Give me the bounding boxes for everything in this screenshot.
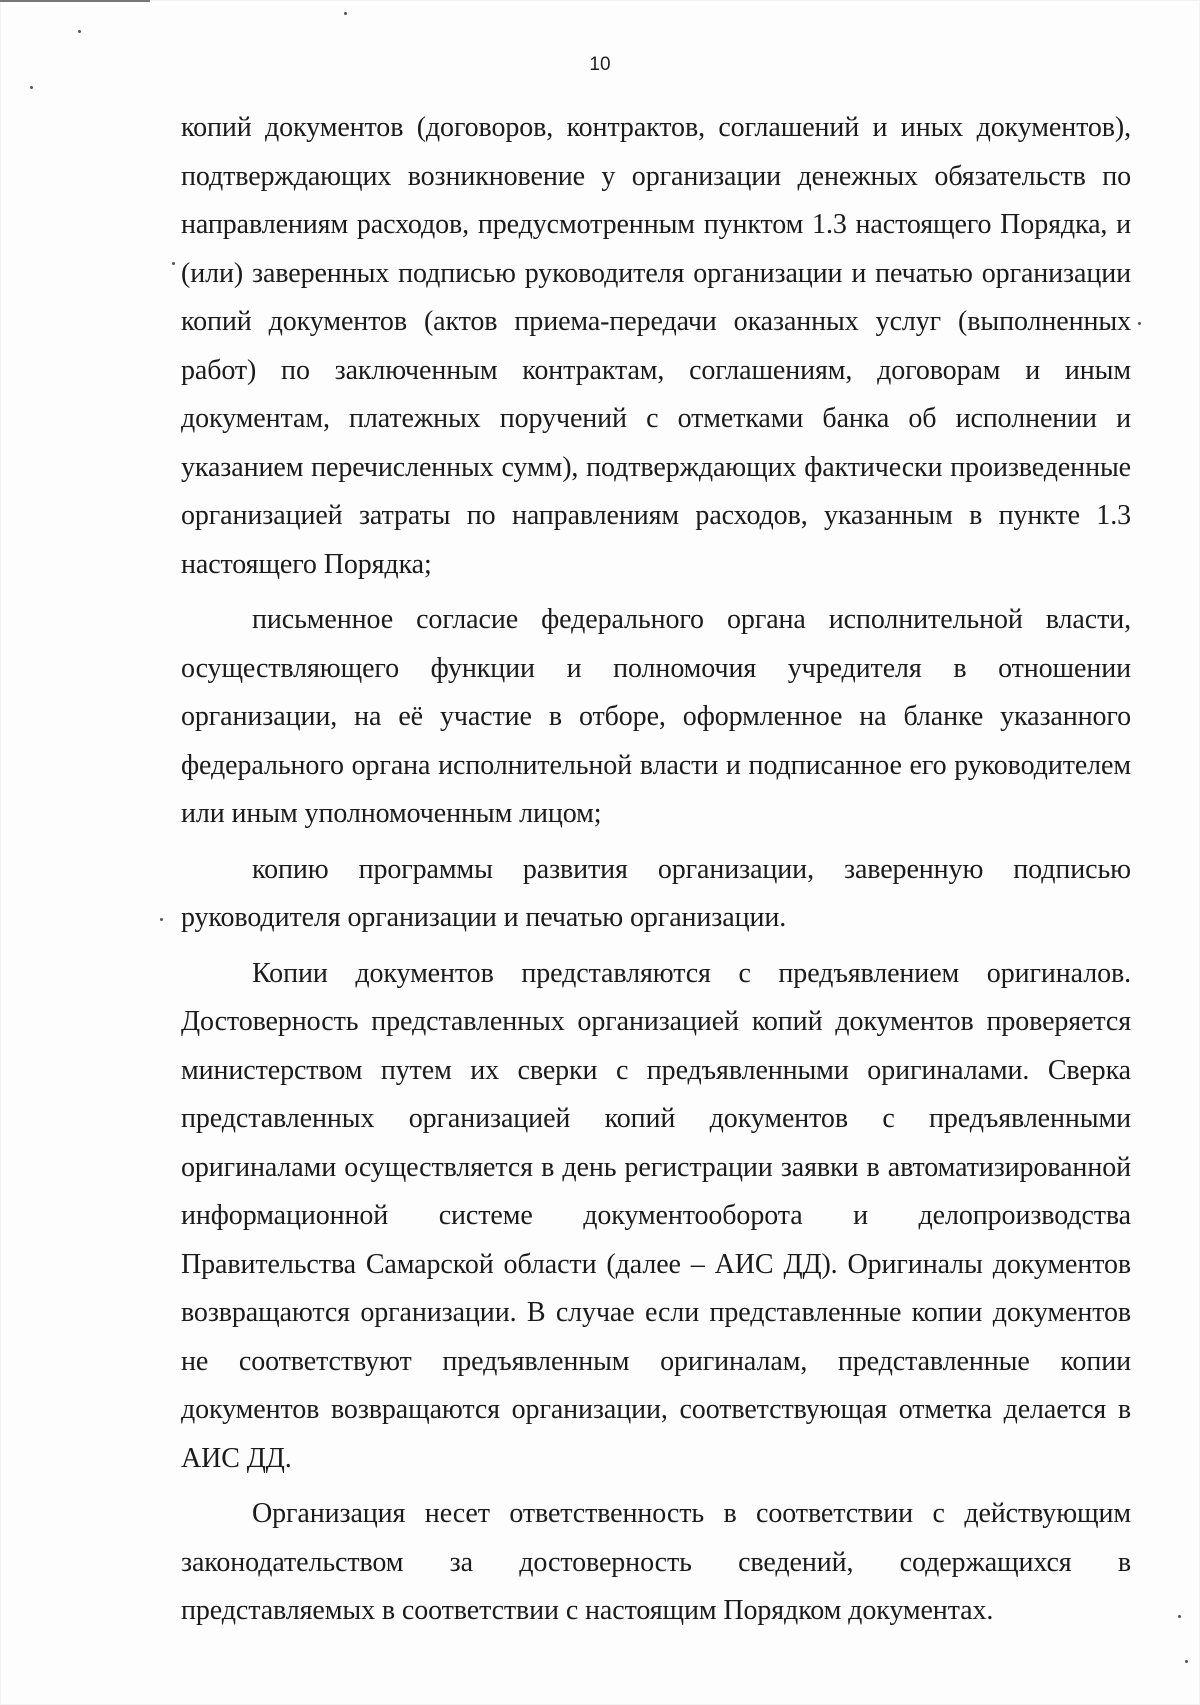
paragraph-written-consent: письменное согласие федерального органа исполнительной власти, осуществляющего функции и полномочия учредителя в отношении организации, на её участие в отборе, оформленное на бланке указанного федерального органа исполнительной власти и подписанное его руководителем или иным уполномоченным лицом; xyxy=(181,604,1131,829)
scan-speck xyxy=(1185,1660,1188,1663)
paragraph-development-program: копию программы развития организации, заверенную подписью руководителя организации и печатью организации. xyxy=(181,853,1131,933)
document-body xyxy=(181,104,1131,1636)
scan-speck xyxy=(30,86,33,89)
page-number: 10 xyxy=(589,54,611,75)
paragraph-copies-verification: Копии документов представляются с предъявлением оригиналов. Достоверность представленных организацией копий документов проверяется министерством путем их сверки с предъявленными оригиналами. Сверка представленных организацией копий документов с предъявленными оригиналами осуществляется в день регистрации заявки в автоматизированной информационной системе документооборота и делопроизводства Правительства Самарской области (далее – АИС ДД). Оригиналы документов возвращаются организации. В случае если представленные копии документов не соответствуют предъявленным оригиналам, представленные копии документов возвращаются организации, соответствующая отметка делается в АИС ДД. xyxy=(181,957,1131,1474)
scan-speck xyxy=(1138,322,1141,325)
paragraph-documents-copies: копий документов (договоров, контрактов, соглашений и иных документов), подтверждающих возникновение у организации денежных обязательств по направлениям расходов, предусмотренным пунктом 1.3 настоящего Порядка, и (или) заверенных подписью руководителя организации и печатью организации копий документов (актов приема-передачи оказанных услуг (выполненных работ) по заключенным контрактам, соглашениям, договорам и иным документам, платежных поручений с отметками банка об исполнении и указанием перечисленных сумм), подтверждающих фактически произведенные организацией затраты по направлениям расходов, указанным в пункте 1.3 настоящего Порядка; xyxy=(181,112,1131,580)
scan-edge-line xyxy=(0,0,150,2)
paragraph-responsibility: Организация несет ответственность в соответствии с действующим законодательством за достоверность сведений, содержащихся в представляемых в соответствии с настоящим Порядком документах. xyxy=(181,1498,1131,1626)
scan-speck xyxy=(78,30,81,33)
scan-speck xyxy=(172,262,175,265)
scan-speck xyxy=(344,12,347,15)
scan-speck xyxy=(160,918,163,921)
scan-speck xyxy=(1178,1615,1181,1618)
